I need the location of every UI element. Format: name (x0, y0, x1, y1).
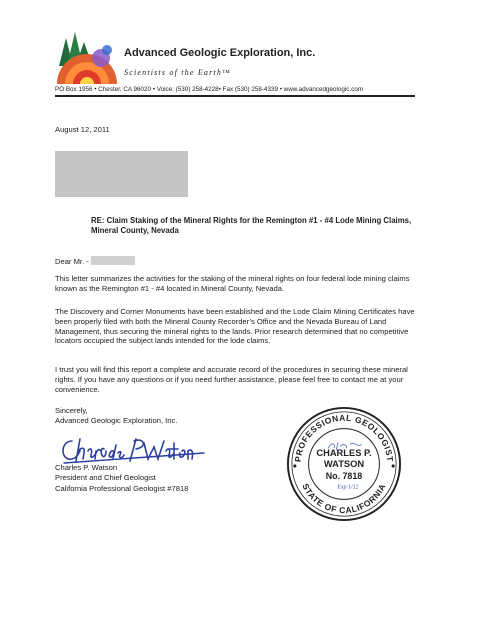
closing: Sincerely, (55, 406, 88, 415)
svg-text:No. 7818: No. 7818 (325, 470, 363, 481)
letter-date: August 12, 2011 (55, 125, 110, 134)
svg-text:Exp 1/12: Exp 1/12 (337, 484, 359, 491)
svg-text:STATE OF CALIFORNIA: STATE OF CALIFORNIA (300, 481, 388, 516)
paragraph-summary: This letter summarizes the activities for the staking of the mineral rights on four federal lode mining claims known as the Remington #1 - #4 located in Mineral County, Nevada. (55, 274, 410, 293)
signer-license: California Professional Geologist #7818 (55, 484, 189, 493)
svg-text:WATSON: WATSON (323, 458, 365, 469)
subject-line: RE: Claim Staking of the Mineral Rights for the Remington #1 - #4 Lode Mining Claims, Mineral County, Nevada (91, 216, 412, 235)
header-rule (55, 95, 415, 97)
professional-geologist-seal (285, 405, 403, 523)
signer-name: Charles P. Watson (55, 463, 118, 472)
paragraph-closing-remarks: I trust you will find this report a complete and accurate record of the procedures in securing these mineral rights. If you have any questions or if you need further assistance, please feel free to contact me at your convenience. (55, 365, 408, 394)
signer-title: President and Chief Geologist (55, 473, 156, 482)
paragraph-monuments: The Discovery and Corner Monuments have been established and the Lode Claim Mining Certificates have been properly filed with both the Mineral County Recorder’s Office and the Nevada Bureau of Land Management, thus securing the mineral rights to the lands. Prior research determined that no competitive locators occupied the subject lands intended for the lode claims. (55, 307, 415, 346)
salutation (55, 256, 135, 267)
company-name: Advanced Geologic Exploration, Inc. (124, 47, 316, 59)
contact-line: PO Box 1956 • Chester, CA 96020 • Voice: (530) 258-4228• Fax (530) 258-4339 • www.advancedgeologic.com (55, 86, 364, 93)
company-logo (55, 28, 117, 84)
svg-text:CHARLES P.: CHARLES P. (316, 448, 372, 459)
salutation-name-redaction (91, 256, 135, 265)
svg-text:PROFESSIONAL GEOLOGIST: PROFESSIONAL GEOLOGIST (292, 412, 396, 463)
closing-company: Advanced Geologic Exploration, Inc. (55, 416, 178, 425)
company-tagline: Scientists of the Earth™ (124, 68, 232, 77)
recipient-address-redaction (55, 151, 188, 197)
salutation-text: Dear Mr. - (55, 257, 89, 266)
